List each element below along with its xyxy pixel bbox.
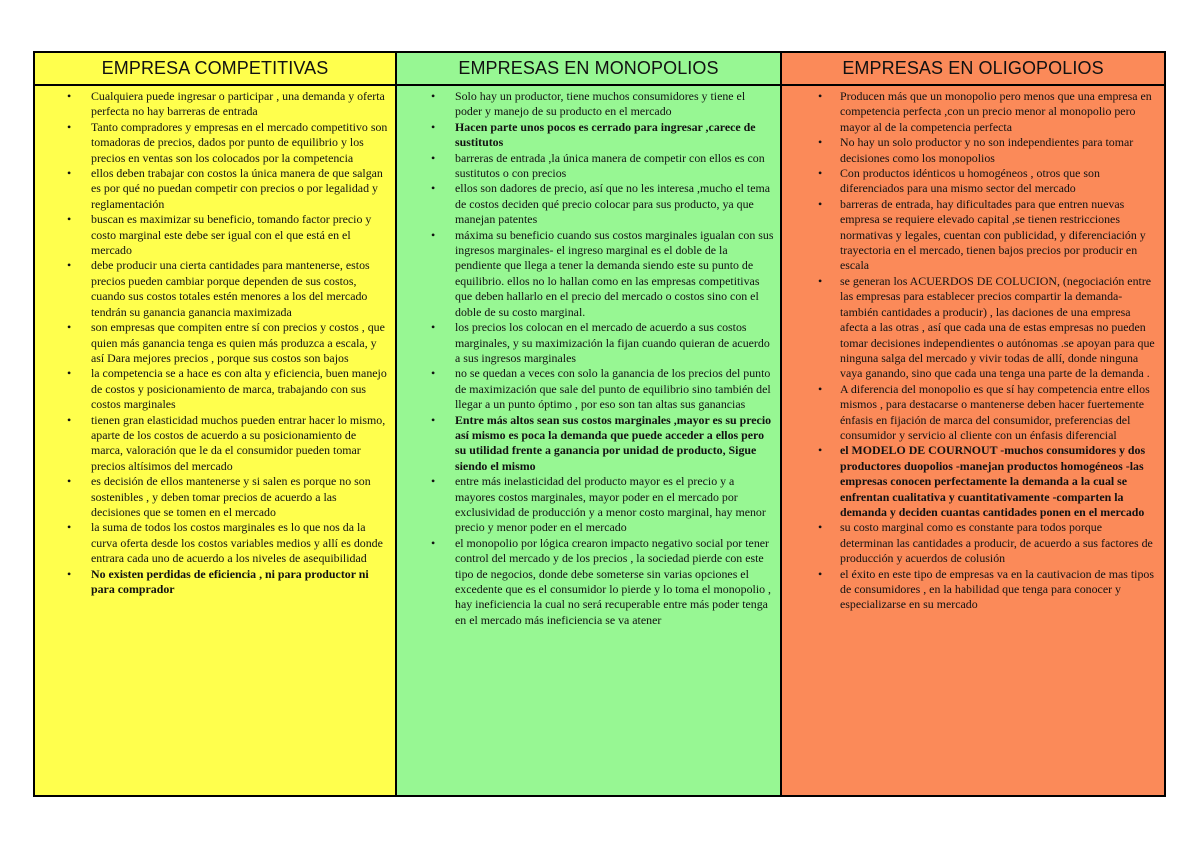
list-item: • ellos deben trabajar con costos la única manera de que salgan es por qué no puedan competir con precios o por legalidad y reglamentación (67, 166, 383, 211)
list-item: • Con productos idénticos u homogéneos , otros que son diferenciados para una mismo sector del mercado (818, 166, 1100, 196)
bullet-icon: • (818, 520, 823, 535)
bullet-icon: • (431, 320, 436, 335)
bullet-icon: • (67, 258, 72, 273)
column-competitivas (34, 85, 396, 796)
column-oligopolios (781, 85, 1165, 796)
list-item: • no se quedan a veces con solo la ganancia de los precios del punto de maximización que sale del punto de equilibrio sino también del llegar a un punto óptimo , por eso son tan altas sus ganancias (431, 366, 771, 412)
bullet-icon: • (818, 166, 823, 181)
list-oligopolios (782, 86, 1164, 613)
list-item: • Cualquiera puede ingresar o participar , una demanda y oferta perfecta no hay barreras de entrada (67, 89, 385, 119)
list-monopolios (397, 86, 780, 628)
list-item: • máxima su beneficio cuando sus costos marginales igualan con sus ingresos marginales- el ingreso marginal es el doble de la pendiente que llega a tener la demanda siendo este su punto de equilibrio. ellos no lo hallan como en las empresas competitivas que deben hallarlo en el precio del mercado o costos sino con el doble de su costo marginal. (431, 227, 774, 319)
bullet-icon: • (67, 166, 72, 181)
content-row (34, 85, 1165, 796)
list-item: • se generan los ACUERDOS DE COLUCION, (negociación entre las empresas para establecer precios compartir la demanda- también cantidades a producir) , las daciones de una empresa afecta a las otras , así que cada una de estas empresas no pueden tomar decisiones independientes o autónomas .se apoyan para que ninguna salga del mercado y vivir todas de allí, donde ninguna vaya ganando, sino que cada una tenga una parte de la demanda . (818, 273, 1155, 381)
list-item: • barreras de entrada, hay dificultades para que entren nuevas empresa se requiere elevado capital ,se tienen restricciones normativas y legales, cuentan con publicidad, y diferenciación y trayectoria en el mercado, tienen bajos precios por producir en escala (818, 196, 1146, 273)
bullet-icon: • (67, 212, 72, 227)
list-item: • Solo hay un productor, tiene muchos consumidores y tiene el poder y manejo de su producto en el mercado (431, 89, 746, 119)
list-item: • ellos son dadores de precio, así que no les interesa ,mucho el tema de costos deciden qué precio colocar para sus producto, ya que manejan patentes (431, 181, 771, 227)
bullet-icon: • (431, 181, 436, 196)
bullet-icon: • (67, 474, 72, 489)
bullet-icon: • (67, 520, 72, 535)
list-item: • es decisión de ellos mantenerse y si salen es porque no son sostenibles , y deben tomar precios de acuerdo a las decisiones que se tomen en el mercado (67, 474, 371, 519)
list-item: • buscan es maximizar su beneficio, tomando factor precio y costo marginal este debe ser igual con el que está en el mercado (67, 212, 372, 258)
bullet-icon: • (818, 443, 823, 458)
bullet-icon: • (431, 89, 436, 103)
bullet-icon: • (67, 119, 72, 134)
comparison-table (33, 51, 1166, 797)
list-item: • entre más inelasticidad del producto mayor es el precio y a mayores costos marginales, mayor poder en el mercado por exclusividad de producción y a menor costo marginal, hay menor precio y menor poder en el mercado (431, 474, 766, 535)
list-item: • tienen gran elasticidad muchos pueden entrar hacer lo mismo, aparte de los costos de acuerdo a su posicionamiento de marca, valoración que le da el consumidor pueden tomar precios altísimos del mercado (67, 412, 386, 473)
column-monopolios (396, 85, 781, 796)
bullet-icon: • (818, 381, 823, 396)
list-item: • Producen más que un monopolio pero menos que una empresa en competencia perfecta ,con un precio menor al monopolio pero mayor al de la competencia perfecta (818, 89, 1152, 134)
list-item: • Tanto compradores y empresas en el mercado competitivo son tomadoras de precios, dados por punto de equilibrio y los precios en ventas son los colocados por la competencia (67, 119, 388, 165)
list-item: • Hacen parte unos pocos es cerrado para ingresar ,carece de sustitutos (431, 119, 756, 150)
header-row (34, 52, 1165, 85)
bullet-icon: • (818, 566, 823, 581)
list-item: • los precios los colocan en el mercado de acuerdo a sus costos marginales, y su maximización la fijan cuando quieran de acuerdo a sus ingresos marginales (431, 320, 770, 365)
bullet-icon: • (818, 273, 823, 288)
list-item: • son empresas que compiten entre sí con precios y costos , que quien más ganancia tenga es quien más produzca a escala, y así Dara mejores precios , porque sus costos son bajos (67, 320, 385, 365)
list-item: • No hay un solo productor y no son independientes para tomar decisiones como los monopolios (818, 135, 1134, 165)
list-item: • el éxito en este tipo de empresas va en la cautivacion de mas tipos de consumidores , en la habilidad que tenga para conocer y especializarse en su mercado (818, 566, 1155, 612)
bullet-icon: • (818, 89, 823, 103)
bullet-icon: • (67, 366, 72, 381)
list-item: • el monopolio por lógica crearon impacto negativo social por tener control del mercado y de los precios , la sociedad pierde con este tipo de negocios, donde debe someterse sin varias opciones el excedente que es el consumidor lo pierde y lo toma el monopolio , hay ineficiencia la cual no será recuperable entre más poder tenga en el mercado más ineficiencia se va atener (431, 535, 772, 627)
bullet-icon: • (431, 227, 436, 242)
header-monopolios: EMPRESAS EN MONOPOLIOS (396, 52, 781, 85)
bullet-icon: • (67, 412, 72, 427)
header-competitivas: EMPRESA COMPETITIVAS (34, 52, 396, 85)
list-item: • la suma de todos los costos marginales es lo que nos da la curva oferta desde los costos variables medios y allí es donde entrara cada uno de acuerdo a los niveles de asequibilidad (67, 520, 383, 566)
header-oligopolios: EMPRESAS EN OLIGOPOLIOS (781, 52, 1165, 85)
bullet-icon: • (431, 150, 436, 165)
bullet-icon: • (431, 474, 436, 489)
list-item: • barreras de entrada ,la única manera de competir con ellos es con sustitutos o con precios (431, 150, 765, 181)
list-item: • No existen perdidas de eficiencia , ni para productor ni para comprador (67, 566, 369, 596)
list-item: • Entre más altos sean sus costos marginales ,mayor es su precio así mismo es poca la demanda que puede acceder a ellos pero su utilidad frente a ganancia por unidad de producto, Sigue siendo el mismo (431, 412, 772, 473)
bullet-icon: • (431, 366, 436, 381)
bullet-icon: • (67, 320, 72, 335)
bullet-icon: • (431, 535, 436, 550)
list-competitivas (35, 86, 395, 597)
bullet-icon: • (67, 566, 72, 581)
list-item: • su costo marginal como es constante para todos porque determinan las cantidades a producir, de acuerdo a sus factores de producción y acuerdos de colusión (818, 520, 1153, 566)
list-item: • el MODELO DE COURNOUT -muchos consumidores y dos productores duopolios -manejan productos homogéneos -las empresas conocen perfectamente la demanda a la cual se enfrentan cualitativa y cuantitativamente -comparten la demanda y deciden cuantas cantidades ponen en el mercado (818, 443, 1146, 519)
list-item: • la competencia se a hace es con alta y eficiencia, buen manejo de costos y posicionamiento de marca, trabajando con sus costos marginales (67, 366, 387, 412)
list-item: • debe producir una cierta cantidades para mantenerse, estos precios pueden cambiar porque dependen de sus costos, cuando sus costos totales estén menores a los del mercado tendrán su ganancia ganancia maximizada (67, 258, 370, 319)
bullet-icon: • (431, 412, 436, 427)
bullet-icon: • (67, 89, 72, 103)
bullet-icon: • (818, 135, 823, 150)
bullet-icon: • (431, 119, 436, 134)
bullet-icon: • (818, 196, 823, 211)
list-item: • A diferencia del monopolio es que sí hay competencia entre ellos mismos , para destacarse o mantenerse deben hacer fuertemente énfasis en fijación de marca del consumidor, preferencias del consumidor y servicio al cliente con un énfasis diferencial (818, 381, 1150, 442)
